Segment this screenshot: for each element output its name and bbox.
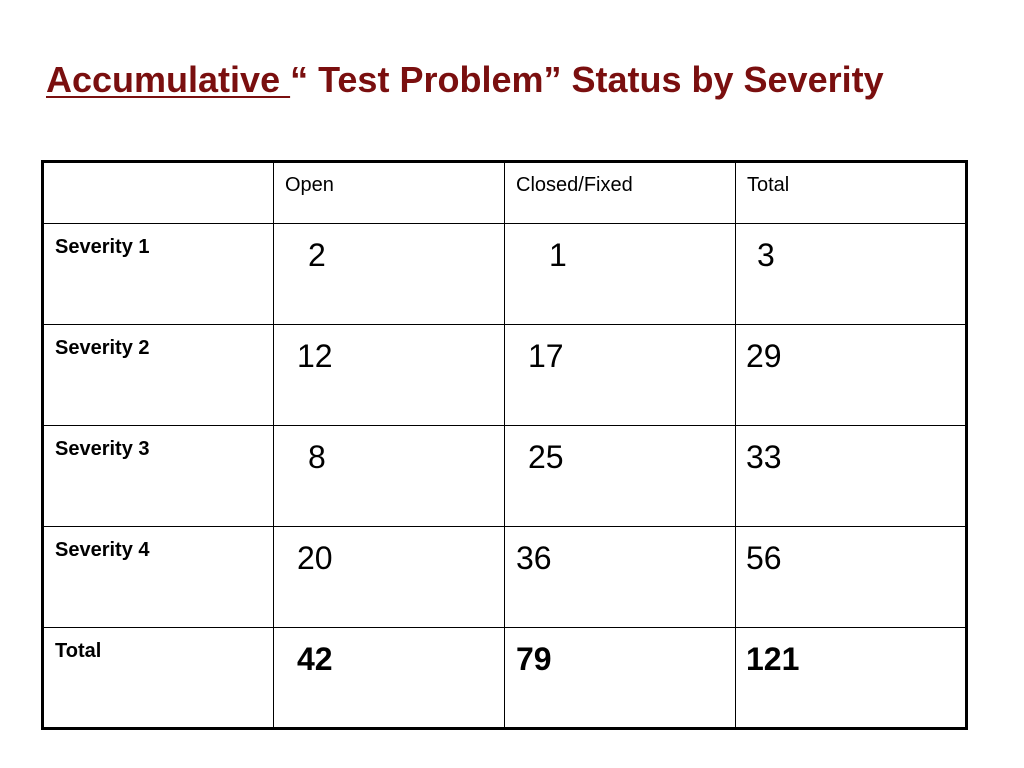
table-row-severity-2 <box>43 325 967 426</box>
cell-open <box>274 325 505 426</box>
value-closed-fixed: 36 <box>516 540 552 576</box>
cell-closed-fixed <box>505 426 736 527</box>
header-closed-fixed: Closed/Fixed <box>516 174 633 196</box>
table-row-severity-1 <box>43 224 967 325</box>
header-cell-closed-fixed <box>505 162 736 224</box>
cell-total <box>736 527 967 628</box>
cell-closed-fixed <box>505 224 736 325</box>
header-open: Open <box>285 174 334 196</box>
table-row-severity-3 <box>43 426 967 527</box>
table-row-total <box>43 628 967 729</box>
title-rest: “ Test Problem” Status by Severity <box>290 59 884 100</box>
row-label: Severity 2 <box>55 337 150 359</box>
value-total: 3 <box>757 237 775 273</box>
header-cell-open <box>274 162 505 224</box>
header-corner-cell <box>43 162 274 224</box>
value-closed-fixed: 17 <box>528 338 564 374</box>
cell-total <box>736 325 967 426</box>
value-open: 42 <box>297 641 333 677</box>
value-open: 20 <box>297 540 333 576</box>
cell-closed-fixed <box>505 325 736 426</box>
row-label: Severity 1 <box>55 236 150 258</box>
title-underlined-part: Accumulative <box>46 59 291 100</box>
value-total: 121 <box>746 641 800 677</box>
cell-total <box>736 224 967 325</box>
row-label: Severity 3 <box>55 438 150 460</box>
row-label-cell <box>43 527 274 628</box>
row-label-cell <box>43 628 274 729</box>
cell-open <box>274 426 505 527</box>
cell-closed-fixed <box>505 527 736 628</box>
cell-total <box>736 426 967 527</box>
value-open: 2 <box>308 237 326 273</box>
row-label-cell <box>43 325 274 426</box>
cell-open <box>274 628 505 729</box>
cell-total <box>736 628 967 729</box>
header-total: Total <box>747 174 790 196</box>
header-cell-total <box>736 162 967 224</box>
status-table <box>41 160 968 730</box>
value-total: 29 <box>746 338 782 374</box>
cell-closed-fixed <box>505 628 736 729</box>
table-row-severity-4 <box>43 527 967 628</box>
value-closed-fixed: 1 <box>549 237 567 273</box>
row-label-cell <box>43 426 274 527</box>
cell-open <box>274 527 505 628</box>
value-open: 12 <box>297 338 333 374</box>
slide-title <box>46 58 1006 102</box>
value-total: 56 <box>746 540 782 576</box>
row-label: Total <box>55 640 102 662</box>
cell-open <box>274 224 505 325</box>
value-closed-fixed: 79 <box>516 641 552 677</box>
value-total: 33 <box>746 439 782 475</box>
row-label-cell <box>43 224 274 325</box>
value-open: 8 <box>308 439 326 475</box>
table-header-row <box>43 162 967 224</box>
value-closed-fixed: 25 <box>528 439 564 475</box>
row-label: Severity 4 <box>55 539 150 561</box>
